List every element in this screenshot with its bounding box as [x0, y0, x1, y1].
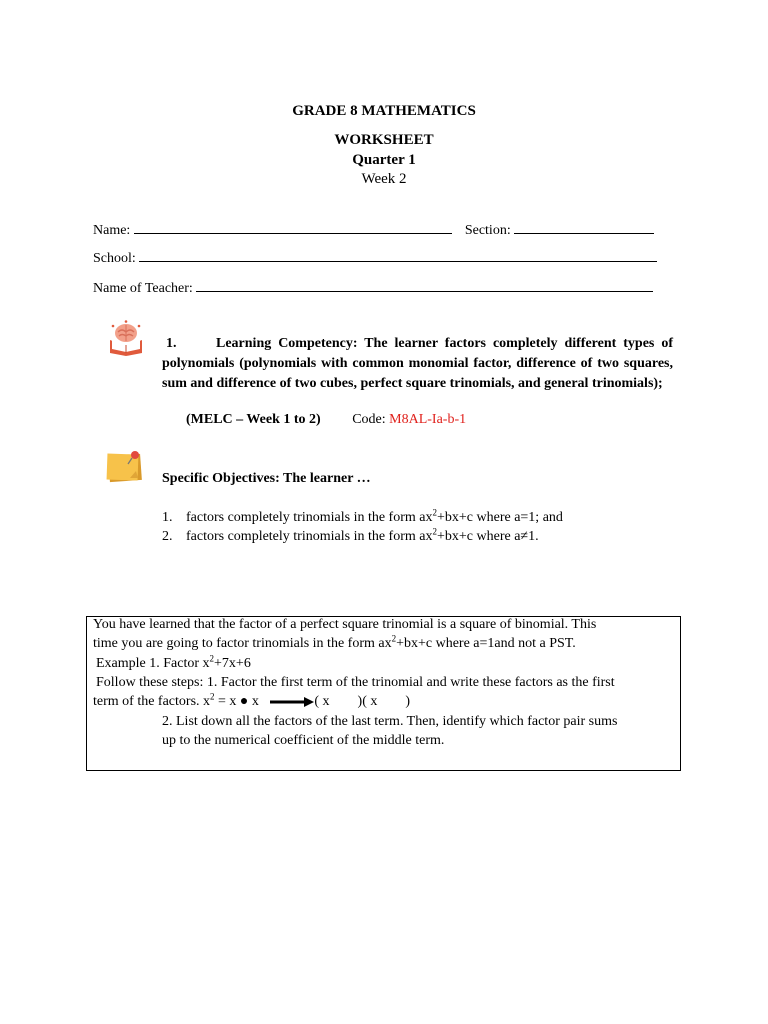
section-label: Section:: [464, 223, 511, 238]
worksheet-title: GRADE 8 MATHEMATICS: [292, 103, 476, 119]
learning-competency: [162, 334, 673, 394]
school-field[interactable]: [139, 248, 657, 262]
competency-text: Learning Competency: The learner factors completely different types of polynomials (polynomials with common monomial factor, difference of two squares, sum and difference of two cubes, perfect square trinomials, and general trinomials);: [162, 336, 673, 391]
steps-line-2: term of the factors. $x^2 = x$ ● x ( x )( x ): [93, 691, 411, 709]
teacher-field[interactable]: [196, 278, 653, 292]
school-label: School:: [93, 251, 136, 266]
melc-label: (MELC – Week 1 to 2): [186, 412, 321, 427]
quarter-label: Quarter 1: [352, 152, 416, 168]
step2-line-2: up to the numerical coefficient of the middle term.: [162, 733, 445, 748]
sticky-note-pin-icon: [106, 450, 144, 489]
steps-line-1: Follow these steps: 1. Factor the first term of the trinomial and write these factors as the first: [96, 675, 615, 690]
code-label: Code:: [352, 412, 386, 427]
box-line-1: You have learned that the factor of a perfect square trinomial is a square of binomial. This: [93, 617, 597, 632]
step2-line-1: 2. List down all the factors of the last term. Then, identify which factor pair sums: [162, 714, 618, 729]
worksheet-label: WORKSHEET: [334, 132, 434, 148]
melc-row: [186, 412, 466, 428]
week-label: Week 2: [361, 171, 407, 187]
teacher-label: Name of Teacher:: [93, 281, 193, 296]
book-brain-icon: [106, 320, 146, 361]
objectives-heading: Specific Objectives: The learner …: [162, 471, 371, 486]
name-field[interactable]: [134, 220, 452, 234]
objective-item: 1. factors completely trinomials in the form $ax^2+bx+c$ where a=1; and: [162, 507, 563, 525]
objective-item: 2. factors completely trinomials in the form $ax^2+bx+c$ where a≠1.: [162, 526, 539, 544]
school-row: [93, 248, 657, 267]
example-line: Example 1. Factor $x^2+7x+6$: [96, 653, 251, 671]
right-arrow-icon: [270, 697, 314, 707]
name-row: [93, 220, 654, 239]
competency-number: 1.: [166, 336, 177, 351]
section-field[interactable]: [514, 220, 654, 234]
teacher-row: [93, 278, 653, 297]
melc-code: M8AL-Ia-b-1: [389, 412, 467, 427]
name-label: Name:: [93, 223, 131, 238]
box-line-2: time you are going to factor trinomials in the form $ax^2+bx+c$ where a=1and not a PST.: [93, 633, 576, 651]
